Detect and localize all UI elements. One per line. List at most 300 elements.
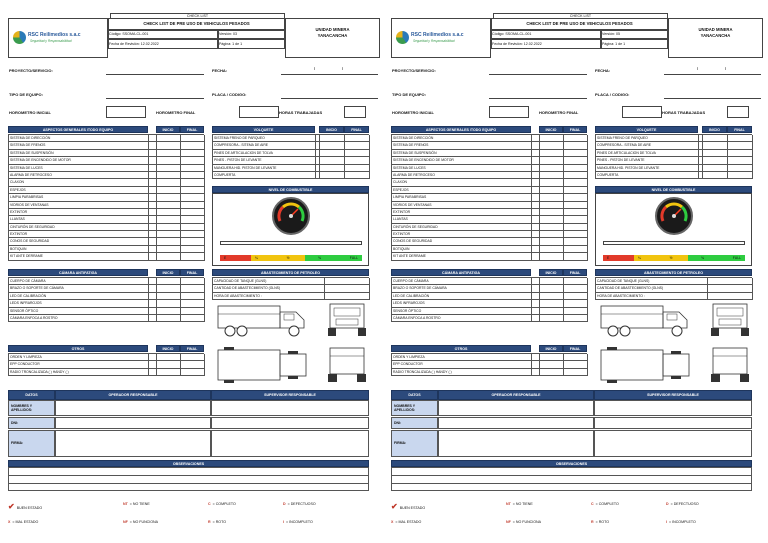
version-field: Versión: 03 bbox=[218, 30, 285, 39]
aspectos-header: ASPECTOS GENERALES /TODO EQUIPO bbox=[391, 126, 531, 133]
table-cell-input[interactable] bbox=[345, 135, 370, 142]
table-row-label: LED DE CALIBRACIÓN bbox=[392, 293, 532, 300]
table-cell-input[interactable] bbox=[320, 157, 345, 164]
table-cell-input[interactable] bbox=[532, 238, 540, 245]
table-cell-input[interactable] bbox=[325, 285, 370, 292]
others-header: OTROS bbox=[8, 345, 148, 352]
legend-item bbox=[208, 520, 226, 524]
table-cell-input[interactable] bbox=[181, 172, 205, 179]
table-cell-input[interactable] bbox=[181, 361, 205, 368]
table-cell-input[interactable] bbox=[149, 209, 157, 216]
table-cell-input[interactable] bbox=[181, 246, 205, 253]
table-cell-input[interactable] bbox=[532, 194, 540, 201]
operator-input[interactable] bbox=[438, 417, 594, 429]
table-cell-input[interactable] bbox=[564, 293, 588, 300]
truck-rear-icon bbox=[707, 346, 753, 384]
fuel-gauge-icon bbox=[654, 196, 694, 236]
equipment-type-input[interactable] bbox=[106, 98, 204, 99]
legend-text: = NO TIENE bbox=[129, 502, 150, 506]
table-cell-input[interactable] bbox=[564, 253, 588, 260]
table-cell-input[interactable] bbox=[157, 142, 181, 149]
table-cell-input[interactable] bbox=[181, 238, 205, 245]
table-row-label: LIMPIA PARABRISAS bbox=[9, 194, 149, 201]
table-cell-input[interactable] bbox=[532, 354, 540, 361]
aspectos-col-final: FINAL bbox=[563, 126, 587, 133]
table-cell-input[interactable] bbox=[149, 278, 157, 285]
operator-input[interactable] bbox=[438, 430, 594, 457]
hours-worked-label: HORAS TRABAJADAS bbox=[279, 110, 323, 115]
table-cell-input[interactable] bbox=[149, 293, 157, 300]
table-cell-input[interactable] bbox=[564, 142, 588, 149]
table-cell-input[interactable] bbox=[149, 238, 157, 245]
logo-tagline: Seguridad y Responsabilidad bbox=[30, 39, 72, 43]
table-cell-input[interactable] bbox=[564, 308, 588, 315]
table-cell-input[interactable] bbox=[345, 157, 370, 164]
table-cell-input[interactable] bbox=[564, 238, 588, 245]
table-cell-input[interactable] bbox=[157, 293, 181, 300]
table-cell-input[interactable] bbox=[564, 216, 588, 223]
project-input[interactable] bbox=[489, 74, 587, 75]
operator-input[interactable] bbox=[438, 400, 594, 416]
table-cell-input[interactable] bbox=[320, 150, 345, 157]
table-cell-input[interactable] bbox=[564, 165, 588, 172]
table-cell-input[interactable] bbox=[564, 135, 588, 142]
table-cell-input[interactable] bbox=[181, 293, 205, 300]
volquete-header: VOLQUETE bbox=[212, 126, 315, 133]
fuel-scale-label: ¾ bbox=[701, 256, 704, 260]
checklist-page-1 bbox=[6, 12, 380, 534]
table-cell-input[interactable] bbox=[320, 142, 345, 149]
camera-header: CÁMARA ANTIFATIGA bbox=[8, 269, 148, 276]
table-cell-input[interactable] bbox=[540, 253, 564, 260]
table-row-label: SISTEMA DE ENCENDIDO DE MOTOR bbox=[9, 157, 149, 164]
supervisor-input[interactable] bbox=[594, 417, 752, 429]
observations-area[interactable] bbox=[8, 467, 369, 491]
table-cell-input[interactable] bbox=[157, 179, 181, 186]
table-cell-input[interactable] bbox=[149, 202, 157, 209]
table-cell-input[interactable] bbox=[540, 187, 564, 194]
table-cell-input[interactable] bbox=[157, 369, 181, 376]
table-cell-input[interactable] bbox=[181, 253, 205, 260]
table-cell-input[interactable] bbox=[181, 157, 205, 164]
table-cell-input[interactable] bbox=[149, 135, 157, 142]
legend-key: I bbox=[666, 520, 667, 524]
table-cell-input[interactable] bbox=[181, 194, 205, 201]
table-cell-input[interactable] bbox=[540, 315, 564, 322]
hourmeter-start-input[interactable] bbox=[489, 106, 529, 118]
table-cell-input[interactable] bbox=[564, 179, 588, 186]
legend-text: = DEFECTUOSO bbox=[670, 502, 699, 506]
table-cell-input[interactable] bbox=[540, 224, 564, 231]
aspectos-table bbox=[8, 134, 204, 261]
table-cell-input[interactable] bbox=[564, 157, 588, 164]
truck-front-icon bbox=[324, 302, 370, 338]
table-cell-input[interactable] bbox=[564, 315, 588, 322]
table-cell-input[interactable] bbox=[532, 150, 540, 157]
table-cell-input[interactable] bbox=[532, 157, 540, 164]
table-cell-input[interactable] bbox=[157, 187, 181, 194]
table-cell-input[interactable] bbox=[181, 285, 205, 292]
table-cell-input[interactable] bbox=[181, 165, 205, 172]
table-cell-input[interactable] bbox=[728, 135, 753, 142]
table-cell-input[interactable] bbox=[564, 202, 588, 209]
table-cell-input[interactable] bbox=[540, 135, 564, 142]
table-cell-input[interactable] bbox=[540, 172, 564, 179]
hourmeter-end-label: HOROMETRO FINAL bbox=[539, 110, 579, 115]
others-col-final: FINAL bbox=[563, 345, 587, 352]
table-cell-input[interactable] bbox=[157, 354, 181, 361]
table-cell-input[interactable] bbox=[532, 278, 540, 285]
aspectos-col-inicio: INICIO bbox=[539, 126, 563, 133]
form-title: CHECK LIST DE PRE USO DE VEHICULOS PESADOS bbox=[491, 18, 668, 30]
table-cell-input[interactable] bbox=[345, 165, 370, 172]
supervisor-input[interactable] bbox=[594, 430, 752, 457]
table-cell-input[interactable] bbox=[540, 216, 564, 223]
table-cell-input[interactable] bbox=[345, 172, 370, 179]
table-cell-input[interactable] bbox=[564, 246, 588, 253]
plate-input[interactable] bbox=[281, 98, 378, 99]
table-cell-input[interactable] bbox=[157, 300, 181, 307]
hourmeter-end-label: HOROMETRO FINAL bbox=[156, 110, 196, 115]
table-cell-input[interactable] bbox=[149, 361, 157, 368]
table-cell-input[interactable] bbox=[532, 187, 540, 194]
table-cell-input[interactable] bbox=[532, 285, 540, 292]
table-cell-input[interactable] bbox=[532, 315, 540, 322]
table-cell-input[interactable] bbox=[157, 172, 181, 179]
logo-text: RSC Reilimedios s.a.c bbox=[28, 32, 81, 38]
table-cell-input[interactable] bbox=[157, 202, 181, 209]
table-cell-input[interactable] bbox=[540, 157, 564, 164]
others-col-final: FINAL bbox=[180, 345, 204, 352]
table-cell-input[interactable] bbox=[149, 179, 157, 186]
table-cell-input[interactable] bbox=[532, 361, 540, 368]
table-cell-input[interactable] bbox=[564, 285, 588, 292]
table-cell-input[interactable] bbox=[564, 300, 588, 307]
table-cell-input[interactable] bbox=[181, 354, 205, 361]
table-cell-input[interactable] bbox=[157, 285, 181, 292]
table-cell-input[interactable] bbox=[320, 165, 345, 172]
date-input[interactable] bbox=[664, 74, 761, 75]
table-cell-input[interactable] bbox=[564, 194, 588, 201]
legend-item bbox=[283, 502, 316, 506]
table-row-label: CUERPO DE CÁMARA bbox=[9, 278, 149, 285]
table-cell-input[interactable] bbox=[728, 165, 753, 172]
fuel-supply-table bbox=[595, 277, 752, 300]
table-cell-input[interactable] bbox=[181, 315, 205, 322]
table-row-label: MANGUERA HID. PISTON DE LEVANTE bbox=[213, 165, 316, 172]
hourmeter-start-input[interactable] bbox=[106, 106, 146, 118]
table-row-label: RADIO TRONCALIZADA ( ) HANDY ( ) bbox=[9, 369, 149, 376]
table-row-label: CAPACIDAD DE TANQUE (GLNS) bbox=[596, 278, 708, 285]
table-cell-input[interactable] bbox=[703, 165, 728, 172]
table-cell-input[interactable] bbox=[728, 142, 753, 149]
table-cell-input[interactable] bbox=[540, 308, 564, 315]
plate-input[interactable] bbox=[664, 98, 761, 99]
table-cell-input[interactable] bbox=[708, 278, 753, 285]
table-cell-input[interactable] bbox=[181, 142, 205, 149]
hours-worked-input[interactable] bbox=[344, 106, 366, 118]
fuel-header: NIVEL DE COMBUSTIBLE bbox=[212, 186, 369, 193]
table-cell-input[interactable] bbox=[540, 231, 564, 238]
table-cell-input[interactable] bbox=[157, 224, 181, 231]
table-cell-input[interactable] bbox=[157, 308, 181, 315]
table-cell-input[interactable] bbox=[728, 157, 753, 164]
volquete-header: VOLQUETE bbox=[595, 126, 698, 133]
table-cell-input[interactable] bbox=[157, 157, 181, 164]
observations-header: OBSERVACIONES bbox=[8, 460, 369, 467]
table-cell-input[interactable] bbox=[532, 179, 540, 186]
table-cell-input[interactable] bbox=[564, 209, 588, 216]
unit-box bbox=[668, 18, 763, 58]
table-cell-input[interactable] bbox=[703, 135, 728, 142]
table-cell-input[interactable] bbox=[157, 278, 181, 285]
supervisor-input[interactable] bbox=[211, 400, 369, 416]
fuel-scale-label: ¼ bbox=[638, 256, 641, 260]
table-cell-input[interactable] bbox=[532, 246, 540, 253]
table-row-label: MANGUERA HID. PISTON DE LEVANTE bbox=[596, 165, 699, 172]
table-cell-input[interactable] bbox=[157, 194, 181, 201]
form-title: CHECK LIST DE PRE USO DE VEHICULOS PESADOS bbox=[108, 18, 285, 30]
table-cell-input[interactable] bbox=[181, 224, 205, 231]
table-cell-input[interactable] bbox=[149, 187, 157, 194]
legend-key: NT bbox=[506, 502, 511, 506]
table-cell-input[interactable] bbox=[532, 209, 540, 216]
fuel-scale-label: E bbox=[607, 256, 610, 260]
table-cell-input[interactable] bbox=[345, 142, 370, 149]
table-cell-input[interactable] bbox=[564, 224, 588, 231]
table-cell-input[interactable] bbox=[149, 142, 157, 149]
table-cell-input[interactable] bbox=[703, 142, 728, 149]
table-cell-input[interactable] bbox=[181, 150, 205, 157]
table-cell-input[interactable] bbox=[540, 150, 564, 157]
table-row-label: LLANTAS bbox=[9, 216, 149, 223]
table-cell-input[interactable] bbox=[540, 354, 564, 361]
table-cell-input[interactable] bbox=[320, 172, 345, 179]
signatures-supervisor-header: SUPERVISOR RESPONSABLE bbox=[594, 390, 752, 400]
table-cell-input[interactable] bbox=[532, 142, 540, 149]
operator-input[interactable] bbox=[55, 430, 211, 457]
table-cell-input[interactable] bbox=[181, 231, 205, 238]
table-cell-input[interactable] bbox=[325, 293, 370, 300]
table-cell-input[interactable] bbox=[708, 285, 753, 292]
table-cell-input[interactable] bbox=[540, 202, 564, 209]
table-cell-input[interactable] bbox=[564, 278, 588, 285]
table-cell-input[interactable] bbox=[181, 187, 205, 194]
table-cell-input[interactable] bbox=[540, 246, 564, 253]
table-cell-input[interactable] bbox=[728, 172, 753, 179]
table-cell-input[interactable] bbox=[540, 361, 564, 368]
supervisor-input[interactable] bbox=[211, 417, 369, 429]
table-cell-input[interactable] bbox=[540, 209, 564, 216]
fuel-supply-header: ABASTECIMIENTO DE PETROLEO bbox=[212, 269, 369, 276]
table-cell-input[interactable] bbox=[532, 172, 540, 179]
table-cell-input[interactable] bbox=[540, 369, 564, 376]
fuel-gauge-icon bbox=[271, 196, 311, 236]
table-cell-input[interactable] bbox=[181, 202, 205, 209]
table-cell-input[interactable] bbox=[532, 253, 540, 260]
table-cell-input[interactable] bbox=[532, 165, 540, 172]
table-cell-input[interactable] bbox=[157, 209, 181, 216]
volquete-table bbox=[595, 134, 752, 179]
table-cell-input[interactable] bbox=[157, 231, 181, 238]
version-field: Versión: 05 bbox=[601, 30, 668, 39]
fuel-scale-label: ¾ bbox=[318, 256, 321, 260]
table-row-label: CÁMARA ENFOCA A ROSTRO bbox=[9, 315, 149, 322]
legend-key: D bbox=[666, 502, 669, 506]
table-cell-input[interactable] bbox=[728, 150, 753, 157]
signature-row bbox=[391, 417, 752, 429]
revision-date: Fecha de Revisión: 12.02.2022 bbox=[108, 39, 218, 49]
table-cell-input[interactable] bbox=[157, 150, 181, 157]
table-cell-input[interactable] bbox=[564, 231, 588, 238]
table-cell-input[interactable] bbox=[181, 300, 205, 307]
legend-text: = ROTO bbox=[212, 520, 227, 524]
table-cell-input[interactable] bbox=[540, 293, 564, 300]
table-row-label: HORA DE ABASTECIMIENTO : bbox=[213, 293, 325, 300]
table-cell-input[interactable] bbox=[157, 315, 181, 322]
others-table bbox=[391, 353, 587, 376]
table-cell-input[interactable] bbox=[540, 285, 564, 292]
fuel-scale-labels bbox=[220, 255, 362, 261]
project-input[interactable] bbox=[106, 74, 204, 75]
aspectos-col-final: FINAL bbox=[180, 126, 204, 133]
hours-worked-label: HORAS TRABAJADAS bbox=[662, 110, 706, 115]
table-cell-input[interactable] bbox=[532, 135, 540, 142]
date-input[interactable] bbox=[281, 74, 378, 75]
table-cell-input[interactable] bbox=[320, 135, 345, 142]
table-cell-input[interactable] bbox=[181, 209, 205, 216]
table-cell-input[interactable] bbox=[540, 142, 564, 149]
table-cell-input[interactable] bbox=[564, 172, 588, 179]
table-cell-input[interactable] bbox=[564, 150, 588, 157]
table-cell-input[interactable] bbox=[157, 246, 181, 253]
table-cell-input[interactable] bbox=[540, 179, 564, 186]
table-cell-input[interactable] bbox=[564, 361, 588, 368]
table-cell-input[interactable] bbox=[532, 308, 540, 315]
table-row-label: SISTEMA DE FRENOS bbox=[392, 142, 532, 149]
table-cell-input[interactable] bbox=[157, 135, 181, 142]
table-cell-input[interactable] bbox=[325, 278, 370, 285]
table-cell-input[interactable] bbox=[149, 216, 157, 223]
table-cell-input[interactable] bbox=[181, 369, 205, 376]
table-row-label: SISTEMA DE SUSPENSIÓN bbox=[9, 150, 149, 157]
table-cell-input[interactable] bbox=[540, 278, 564, 285]
table-cell-input[interactable] bbox=[149, 150, 157, 157]
table-row-label: VIDRIOS DE VENTANAS bbox=[392, 202, 532, 209]
table-cell-input[interactable] bbox=[149, 172, 157, 179]
table-cell-input[interactable] bbox=[157, 165, 181, 172]
camera-col-inicio: INICIO bbox=[156, 269, 180, 276]
table-cell-input[interactable] bbox=[157, 238, 181, 245]
signature-row-label: NOMBRES Y APELLIDOS: bbox=[391, 400, 438, 416]
observations-area[interactable] bbox=[391, 467, 752, 491]
table-cell-input[interactable] bbox=[149, 308, 157, 315]
table-cell-input[interactable] bbox=[181, 179, 205, 186]
observations-header: OBSERVACIONES bbox=[391, 460, 752, 467]
logo-icon bbox=[396, 31, 409, 44]
table-cell-input[interactable] bbox=[157, 216, 181, 223]
table-cell-input[interactable] bbox=[532, 224, 540, 231]
operator-input[interactable] bbox=[55, 417, 211, 429]
table-cell-input[interactable] bbox=[149, 157, 157, 164]
table-cell-input[interactable] bbox=[540, 238, 564, 245]
hours-worked-input[interactable] bbox=[727, 106, 749, 118]
table-cell-input[interactable] bbox=[149, 224, 157, 231]
table-row-label: BRAZO O SOPORTE DE CÁMARA bbox=[392, 285, 532, 292]
table-row-label: SISTEMA DE LUCES bbox=[392, 165, 532, 172]
checklist-page-2 bbox=[389, 12, 763, 534]
others-table bbox=[8, 353, 204, 376]
table-cell-input[interactable] bbox=[149, 246, 157, 253]
table-cell-input[interactable] bbox=[540, 165, 564, 172]
table-row-label: COMPRESORA - SITEMA DE AIRE bbox=[596, 142, 699, 149]
table-cell-input[interactable] bbox=[157, 253, 181, 260]
table-cell-input[interactable] bbox=[540, 300, 564, 307]
table-cell-input[interactable] bbox=[149, 285, 157, 292]
fuel-scale-bar bbox=[603, 241, 745, 245]
table-cell-input[interactable] bbox=[708, 293, 753, 300]
table-cell-input[interactable] bbox=[149, 354, 157, 361]
hourmeter-end-input[interactable] bbox=[622, 106, 662, 118]
table-cell-input[interactable] bbox=[564, 354, 588, 361]
table-cell-input[interactable] bbox=[345, 150, 370, 157]
table-cell-input[interactable] bbox=[149, 300, 157, 307]
table-cell-input[interactable] bbox=[532, 300, 540, 307]
table-cell-input[interactable] bbox=[149, 194, 157, 201]
caption: CHECK LIST bbox=[493, 13, 668, 19]
signature-row-label: FIRMA: bbox=[391, 430, 438, 457]
signatures-datos-header: DATOS bbox=[391, 390, 438, 400]
table-row-label: LED DE CALIBRACIÓN bbox=[9, 293, 149, 300]
table-cell-input[interactable] bbox=[532, 293, 540, 300]
table-cell-input[interactable] bbox=[703, 150, 728, 157]
table-cell-input[interactable] bbox=[540, 194, 564, 201]
table-cell-input[interactable] bbox=[149, 369, 157, 376]
supervisor-input[interactable] bbox=[594, 400, 752, 416]
operator-input[interactable] bbox=[55, 400, 211, 416]
table-cell-input[interactable] bbox=[149, 253, 157, 260]
table-cell-input[interactable] bbox=[532, 202, 540, 209]
table-cell-input[interactable] bbox=[181, 216, 205, 223]
legend-text: = NO FUNCIONA bbox=[512, 520, 542, 524]
table-cell-input[interactable] bbox=[532, 231, 540, 238]
table-cell-input[interactable] bbox=[149, 231, 157, 238]
table-cell-input[interactable] bbox=[564, 187, 588, 194]
table-cell-input[interactable] bbox=[532, 216, 540, 223]
table-cell-input[interactable] bbox=[703, 157, 728, 164]
table-cell-input[interactable] bbox=[149, 315, 157, 322]
legend-item bbox=[208, 502, 236, 506]
equipment-type-input[interactable] bbox=[489, 98, 587, 99]
table-cell-input[interactable] bbox=[564, 369, 588, 376]
table-cell-input[interactable] bbox=[181, 278, 205, 285]
table-cell-input[interactable] bbox=[181, 308, 205, 315]
table-row-label: EPP CONDUCTOR bbox=[392, 361, 532, 368]
check-icon: ✔ bbox=[391, 502, 398, 511]
table-row-label: ALARMA DE RETROCESO bbox=[9, 172, 149, 179]
signature-row-label: DNI: bbox=[391, 417, 438, 429]
table-cell-input[interactable] bbox=[157, 361, 181, 368]
table-cell-input[interactable] bbox=[532, 369, 540, 376]
hourmeter-end-input[interactable] bbox=[239, 106, 279, 118]
fuel-scale-label: ½ bbox=[286, 256, 290, 260]
equipment-type-label: TIPO DE EQUIPO: bbox=[9, 92, 44, 97]
table-cell-input[interactable] bbox=[149, 165, 157, 172]
table-cell-input[interactable] bbox=[703, 172, 728, 179]
supervisor-input[interactable] bbox=[211, 430, 369, 457]
signature-row bbox=[8, 430, 369, 457]
table-cell-input[interactable] bbox=[181, 135, 205, 142]
